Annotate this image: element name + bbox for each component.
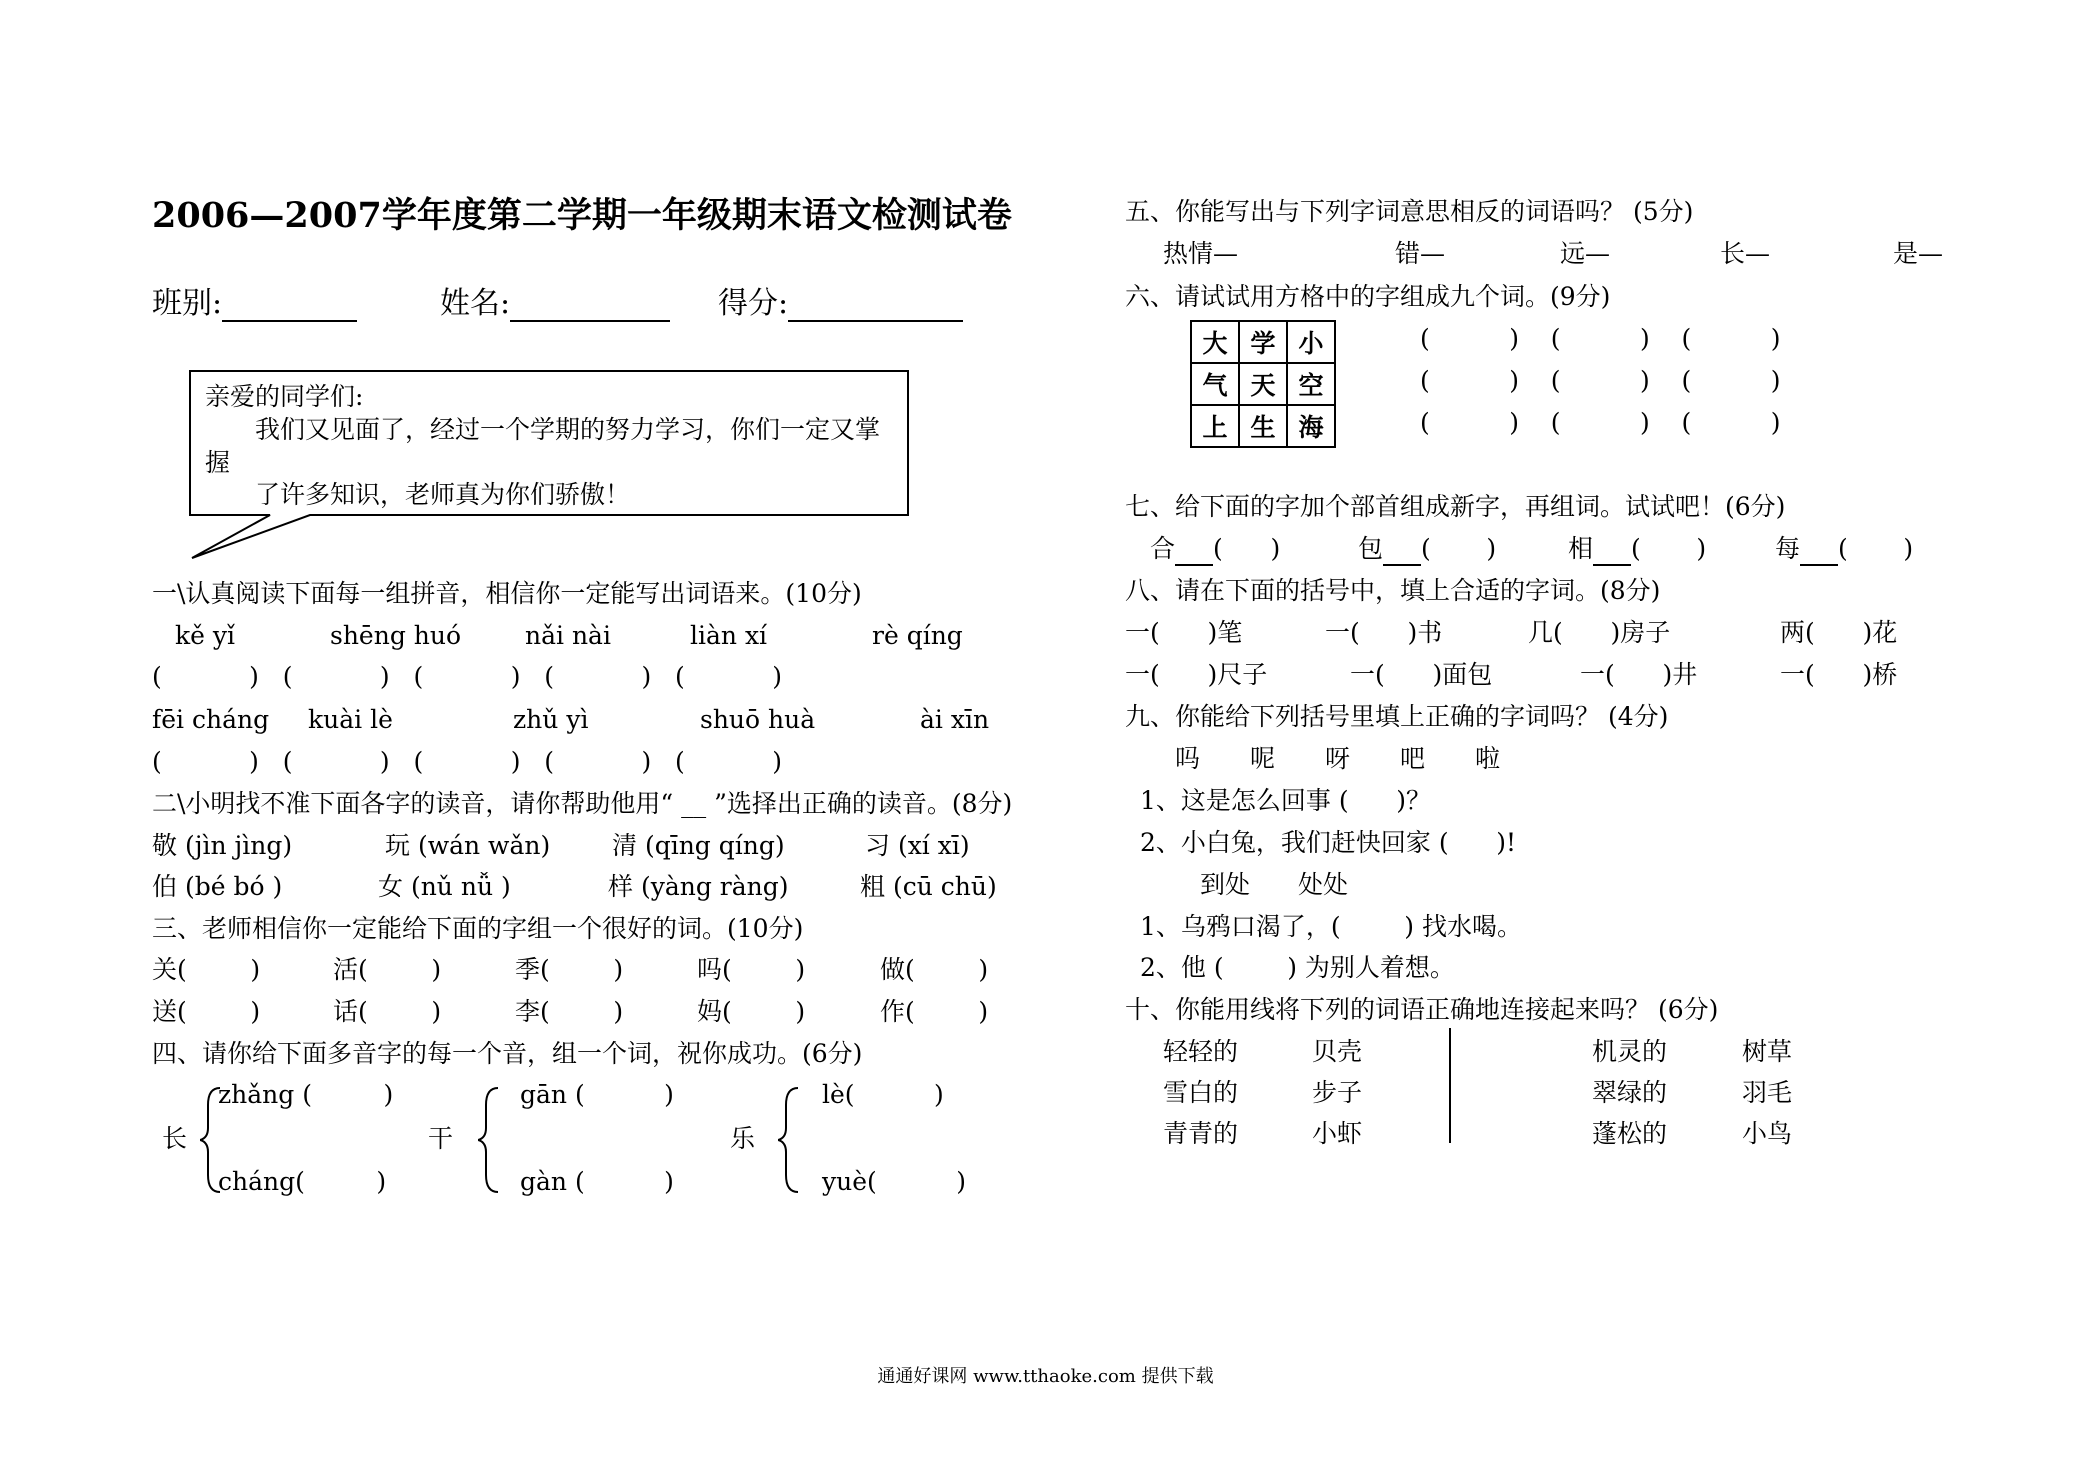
measure-item[interactable]: 几( )房子 (1528, 618, 1671, 647)
char-grid (1190, 320, 1336, 448)
reading-item[interactable]: 清 (qīng qíng) (612, 831, 785, 860)
grid-cell: 上 (1191, 405, 1239, 447)
match-word[interactable]: 翠绿的 (1592, 1078, 1668, 1107)
answer-paren-row[interactable]: ( ) ( ) ( ) (1420, 366, 1781, 395)
pinyin-item: ài xīn (920, 705, 990, 734)
word-choice: 吧 (1400, 744, 1426, 773)
grid-cell: 小 (1287, 321, 1335, 363)
measure-item[interactable]: 一( )面包 (1350, 660, 1493, 689)
section4-title: 四、请你给下面多音字的每一个音，组一个词，祝你成功。(6分) (152, 1039, 863, 1068)
polyphone-char: 干 (428, 1124, 454, 1153)
fill-question[interactable]: 2、小白兔，我们赶快回家 ( )! (1140, 828, 1517, 857)
pinyin-item: kuài lè (308, 705, 393, 734)
divider-line (1449, 1028, 1451, 1143)
polyphone-reading[interactable]: yuè( ) (822, 1167, 967, 1196)
answer-paren-row[interactable]: ( ) ( ) ( ) ( ) ( ) (152, 747, 782, 776)
section1-title: 一\认真阅读下面每一组拼音，相信你一定能写出词语来。(10分) (152, 579, 862, 608)
answer-paren-row[interactable]: ( ) ( ) ( ) ( ) ( ) (152, 662, 782, 691)
word-choice: 啦 (1475, 744, 1501, 773)
antonym-item[interactable]: 是— (1893, 239, 1944, 268)
section9-title: 九、你能给下列括号里填上正确的字词吗？ (4分) (1125, 702, 1669, 731)
fill-question[interactable]: 1、这是怎么回事 ( )？ (1140, 786, 1432, 815)
grid-cell: 空 (1287, 363, 1335, 405)
word-blank[interactable]: 送( ) (152, 997, 261, 1026)
radical-item[interactable]: 包 ( ) (1358, 532, 1496, 566)
grid-cell: 气 (1191, 363, 1239, 405)
grid-cell: 海 (1287, 405, 1335, 447)
match-word[interactable]: 蓬松的 (1592, 1119, 1668, 1148)
word-blank[interactable]: 活( ) (333, 955, 442, 984)
match-word[interactable]: 树草 (1742, 1037, 1793, 1066)
reading-item[interactable]: 粗 (cū chū) (860, 872, 997, 901)
polyphone-reading[interactable]: gàn ( ) (520, 1167, 674, 1196)
pinyin-item: fēi cháng (152, 705, 270, 734)
class-field[interactable] (152, 278, 357, 322)
measure-item[interactable]: 一( )书 (1325, 618, 1443, 647)
score-label: 得分: (718, 286, 789, 321)
radical-item[interactable]: 每 ( ) (1775, 532, 1913, 566)
word-blank[interactable]: 关( ) (152, 955, 261, 984)
pinyin-item: zhǔ yì (513, 705, 589, 734)
measure-item[interactable]: 两( )花 (1780, 618, 1898, 647)
grid-cell: 学 (1239, 321, 1287, 363)
section7-title: 七、给下面的字加个部首组成新字，再组词。试试吧！(6分) (1125, 492, 1786, 521)
reading-item[interactable]: 伯 (bé bó ) (152, 872, 283, 901)
bubble-line1: 我们又见面了，经过一个学期的努力学习，你们一定又掌 (255, 415, 881, 444)
reading-item[interactable]: 女 (nǔ nǚ ) (378, 872, 511, 901)
answer-paren-row[interactable]: ( ) ( ) ( ) (1420, 324, 1781, 353)
bubble-line2: 握 (205, 448, 231, 477)
page-title: 2006—2007学年度第二学期一年级期末语文检测试卷 (152, 195, 1012, 236)
polyphone-reading[interactable]: lè( ) (822, 1080, 944, 1109)
reading-item[interactable]: 敬 (jìn jìng) (152, 831, 293, 860)
word-blank[interactable]: 话( ) (333, 997, 442, 1026)
fill-question[interactable]: 1、乌鸦口渴了，( ) 找水喝。 (1140, 912, 1522, 941)
section2-title: 二\小明找不准下面各字的读音，请你帮助他用“ __ ”选择出正确的读音。(8分) (152, 789, 1013, 818)
name-label: 姓名: (440, 286, 511, 321)
pinyin-item: nǎi nài (525, 621, 611, 650)
word-blank[interactable]: 作( ) (880, 997, 989, 1026)
section10-title: 十、你能用线将下列的词语正确地连接起来吗？ (6分) (1125, 995, 1719, 1024)
section3-title: 三、老师相信你一定能给下面的字组一个很好的词。(10分) (152, 914, 804, 943)
section5-title: 五、你能写出与下列字词意思相反的词语吗？ (5分) (1125, 197, 1694, 226)
reading-item[interactable]: 玩 (wán wǎn) (385, 831, 551, 860)
fill-question[interactable]: 2、他 ( ) 为别人着想。 (1140, 953, 1455, 982)
polyphone-reading[interactable]: gān ( ) (520, 1080, 674, 1109)
reading-item[interactable]: 习 (xí xī) (865, 831, 970, 860)
word-choice: 呀 (1325, 744, 1351, 773)
word-blank[interactable]: 吗( ) (697, 955, 806, 984)
match-word[interactable]: 步子 (1312, 1078, 1363, 1107)
pinyin-item: kě yǐ (175, 621, 236, 650)
match-word[interactable]: 小鸟 (1742, 1119, 1793, 1148)
match-word[interactable]: 轻轻的 (1163, 1037, 1239, 1066)
antonym-item[interactable]: 错— (1395, 239, 1446, 268)
match-word[interactable]: 羽毛 (1742, 1078, 1793, 1107)
polyphone-reading[interactable]: cháng( ) (218, 1167, 387, 1196)
word-blank[interactable]: 季( ) (515, 955, 624, 984)
word-blank[interactable]: 妈( ) (697, 997, 806, 1026)
section6-title: 六、请试试用方格中的字组成九个词。(9分) (1125, 282, 1611, 311)
word-choice: 到处 (1200, 870, 1251, 899)
radical-item[interactable]: 合 ( ) (1150, 532, 1280, 566)
pinyin-item: shuō huà (700, 705, 816, 734)
polyphone-char: 乐 (730, 1124, 756, 1153)
measure-item[interactable]: 一( )笔 (1125, 618, 1243, 647)
reading-item[interactable]: 样 (yàng ràng) (608, 872, 789, 901)
polyphone-reading[interactable]: zhǎng ( ) (218, 1080, 394, 1109)
grid-cell: 生 (1239, 405, 1287, 447)
answer-paren-row[interactable]: ( ) ( ) ( ) (1420, 408, 1781, 437)
word-choice: 处处 (1298, 870, 1349, 899)
polyphone-char: 长 (162, 1124, 188, 1153)
antonym-item[interactable]: 热情— (1163, 239, 1239, 268)
word-blank[interactable]: 做( ) (880, 955, 989, 984)
match-word[interactable]: 青青的 (1163, 1119, 1239, 1148)
word-choice: 吗 (1175, 744, 1201, 773)
measure-item[interactable]: 一( )井 (1580, 660, 1698, 689)
bubble-greeting: 亲爱的同学们: (205, 382, 364, 411)
measure-item[interactable]: 一( )尺子 (1125, 660, 1268, 689)
word-blank[interactable]: 李( ) (515, 997, 624, 1026)
bubble-line3: 了许多知识，老师真为你们骄傲！ (255, 480, 631, 509)
grid-cell: 天 (1239, 363, 1287, 405)
match-word[interactable]: 机灵的 (1592, 1037, 1668, 1066)
measure-item[interactable]: 一( )桥 (1780, 660, 1898, 689)
pinyin-item: shēng huó (330, 621, 462, 650)
match-word[interactable]: 小虾 (1312, 1119, 1363, 1148)
footer-credit: 通通好课网 www.tthaoke.com 提供下载 (877, 1366, 1214, 1387)
match-word[interactable]: 雪白的 (1163, 1078, 1239, 1107)
class-label: 班别: (152, 286, 223, 321)
grid-cell: 大 (1191, 321, 1239, 363)
pinyin-item: liàn xí (690, 621, 768, 650)
section8-title: 八、请在下面的括号中，填上合适的字词。(8分) (1125, 576, 1661, 605)
name-field[interactable] (440, 278, 670, 322)
antonym-item[interactable]: 长— (1720, 239, 1771, 268)
word-choice: 呢 (1250, 744, 1276, 773)
antonym-item[interactable]: 远— (1560, 239, 1611, 268)
pinyin-item: rè qíng (872, 621, 963, 650)
score-field[interactable] (718, 278, 963, 322)
match-word[interactable]: 贝壳 (1312, 1037, 1363, 1066)
radical-item[interactable]: 相 ( ) (1568, 532, 1706, 566)
